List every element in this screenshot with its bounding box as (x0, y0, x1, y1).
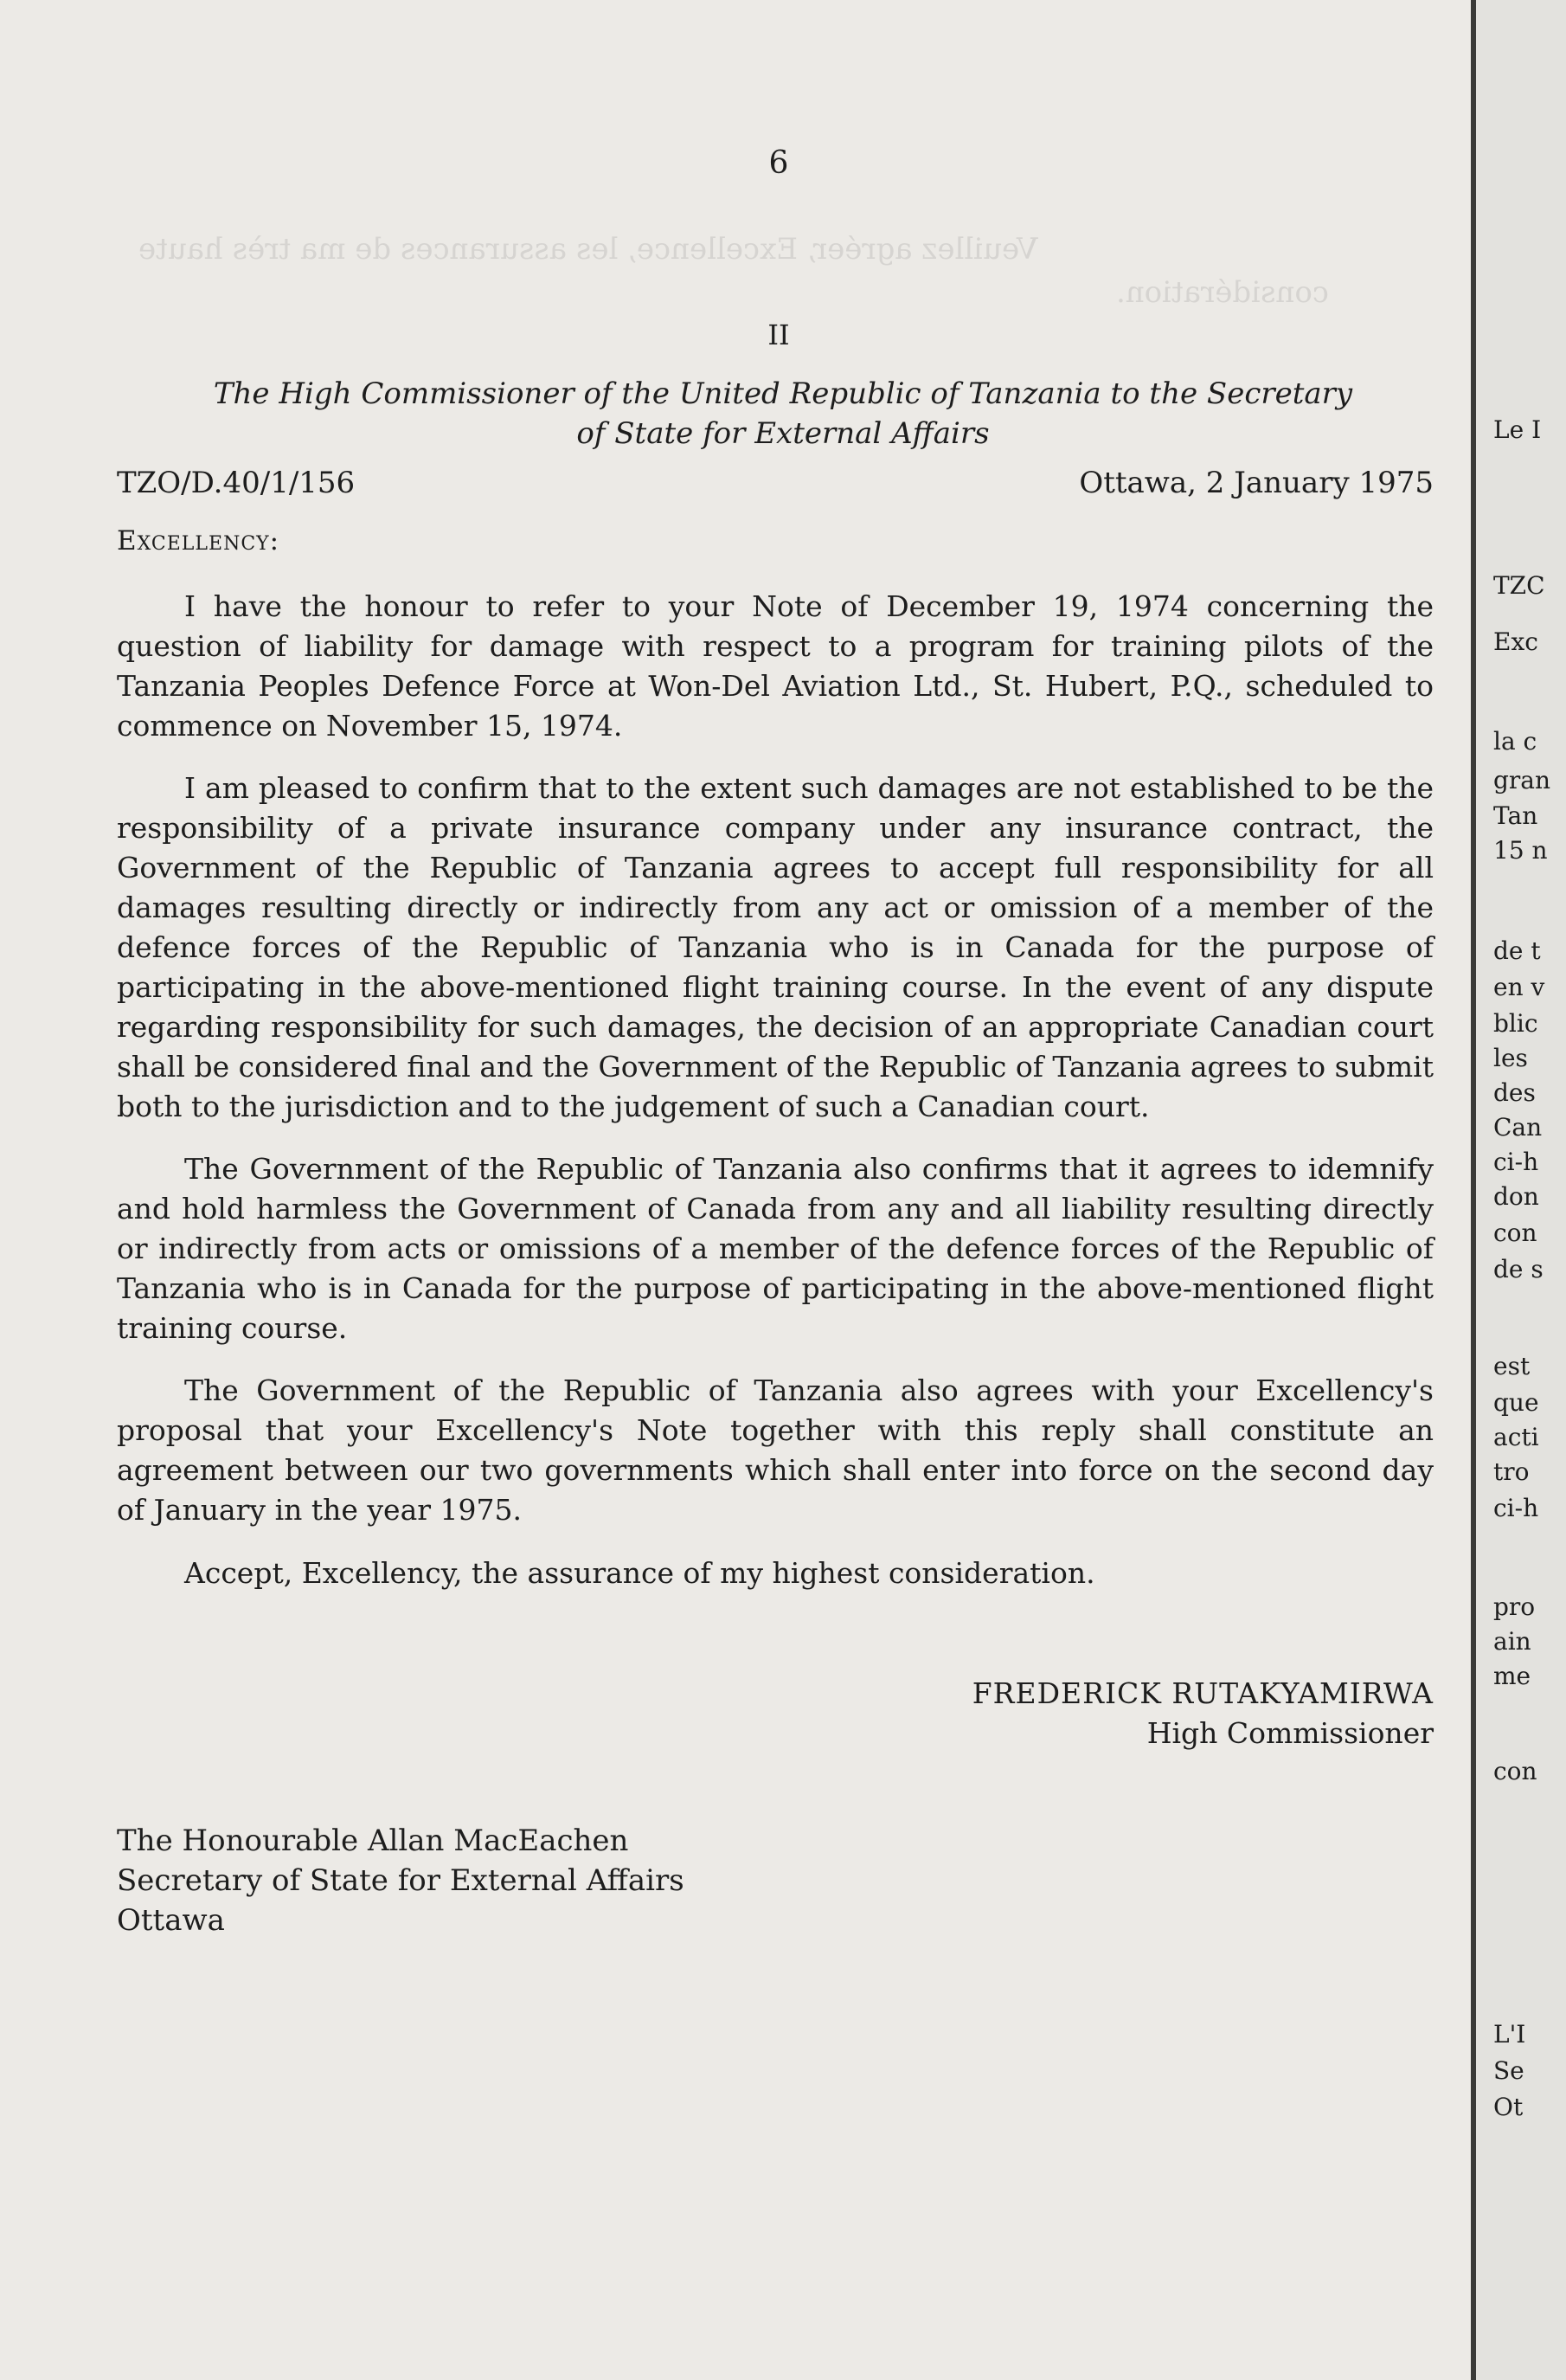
fragment-line: ci-h (1493, 1148, 1539, 1176)
letter-body (117, 587, 1434, 1553)
fragment-line: est (1493, 1352, 1531, 1380)
reference-line (117, 466, 1434, 500)
addressee-line-2: Secretary of State for External Affairs (117, 1863, 684, 1898)
place-date: Ottawa, 2 January 1975 (1079, 466, 1434, 500)
fragment-line: les (1493, 1044, 1528, 1072)
fragment-line: Ot (1493, 2093, 1524, 2121)
fragment-line: que (1493, 1388, 1539, 1417)
fragment-line: Can (1493, 1113, 1543, 1142)
heading-line-2: of State for External Affairs (576, 416, 990, 451)
fragment-line: con (1493, 1757, 1537, 1785)
fragment-line: me (1493, 1662, 1531, 1690)
closing-line: Accept, Excellency, the assurance of my highest consideration. (184, 1556, 1095, 1590)
heading-line-1: The High Commissioner of the United Republic of Tanzania to the Secretary (213, 376, 1353, 411)
fragment-line: con (1493, 1219, 1537, 1247)
fragment-line: TZC (1493, 571, 1545, 600)
signature-block (779, 1674, 1434, 1753)
fragment-line: Le I (1493, 415, 1542, 444)
fragment-line: pro (1493, 1592, 1536, 1621)
fragment-line: 15 n (1493, 836, 1548, 865)
signatory-title: High Commissioner (1146, 1716, 1434, 1750)
signatory-name: FREDERICK RUTAKYAMIRWA (972, 1676, 1434, 1710)
fragment-line: L'I (1493, 2020, 1526, 2049)
fragment-line: des (1493, 1078, 1536, 1107)
paragraph-2: I am pleased to confirm that to the extent such damages are not established to be the responsibility of a private insurance company under any insurance contract, the Government of the Republic of Tanzania agrees to accept full responsibility for all damages resulting directly or indirectly from any act or omission of a member of the defence forces of the Republic of Tanzania who is in Canada for the purpose of participating in the above-mentioned flight training course. In the event of any dispute regarding responsibility for such damages, the decision of an appropriate Canadian court shall be considered final and the Government of the Republic of Tanzania agrees to submit both to the jurisdiction and to the judgement of such a Canadian court. (117, 771, 1434, 1123)
fragment-line: acti (1493, 1423, 1539, 1451)
page-number: 6 (768, 145, 789, 181)
paragraph-1: I have the honour to refer to your Note of December 19, 1974 concerning the question of liability for damage with respect to a program for training pilots of the Tanzania Peoples Defence Force at Won-Del Aviation Ltd., St. Hubert, P.Q., scheduled to commence on November 15, 1974. (117, 589, 1434, 743)
paragraph-3: The Government of the Republic of Tanzania also confirms that it agrees to idemnify and hold harmless the Government of Canada from any and all liability resulting directly or indirectly from acts or omissions of a member of the defence forces of the Republic of Tanzania who is in Canada for the purpose of participating in the above-mentioned flight training course. (117, 1152, 1434, 1345)
fragment-line: Exc (1493, 627, 1538, 656)
fragment-line: de t (1493, 936, 1541, 965)
show-through-line-2: considération. (1116, 275, 1329, 310)
adjacent-page-edge (1476, 0, 1566, 2380)
fragment-line: Se (1493, 2056, 1524, 2085)
addressee-block (117, 1821, 684, 1940)
reference-number: TZO/D.40/1/156 (117, 466, 356, 500)
fragment-line: la c (1493, 727, 1537, 756)
letter-heading (121, 374, 1445, 453)
fragment-line: ci-h (1493, 1494, 1539, 1522)
fragment-line: gran (1493, 766, 1551, 794)
fragment-line: Tan (1493, 801, 1538, 830)
fragment-line: don (1493, 1182, 1539, 1211)
fragment-line: ain (1493, 1627, 1531, 1656)
section-numeral: II (767, 318, 790, 351)
fragment-line: blic (1493, 1009, 1538, 1038)
salutation: Excellency: (117, 525, 280, 556)
addressee-line-1: The Honourable Allan MacEachen (117, 1824, 629, 1858)
show-through-line-1: Veuillez agréer, Excellence, les assurances de ma très haute (138, 232, 1038, 267)
paragraph-4: The Government of the Republic of Tanzania also agrees with your Excellency's proposal that your Excellency's Note together with this reply shall constitute an agreement between our two governments which shall enter into force on the second day of January in the year 1975. (117, 1373, 1434, 1527)
fragment-line: tro (1493, 1457, 1530, 1486)
addressee-line-3: Ottawa (117, 1903, 225, 1938)
fragment-line: de s (1493, 1255, 1544, 1283)
fragment-line: en v (1493, 973, 1545, 1001)
